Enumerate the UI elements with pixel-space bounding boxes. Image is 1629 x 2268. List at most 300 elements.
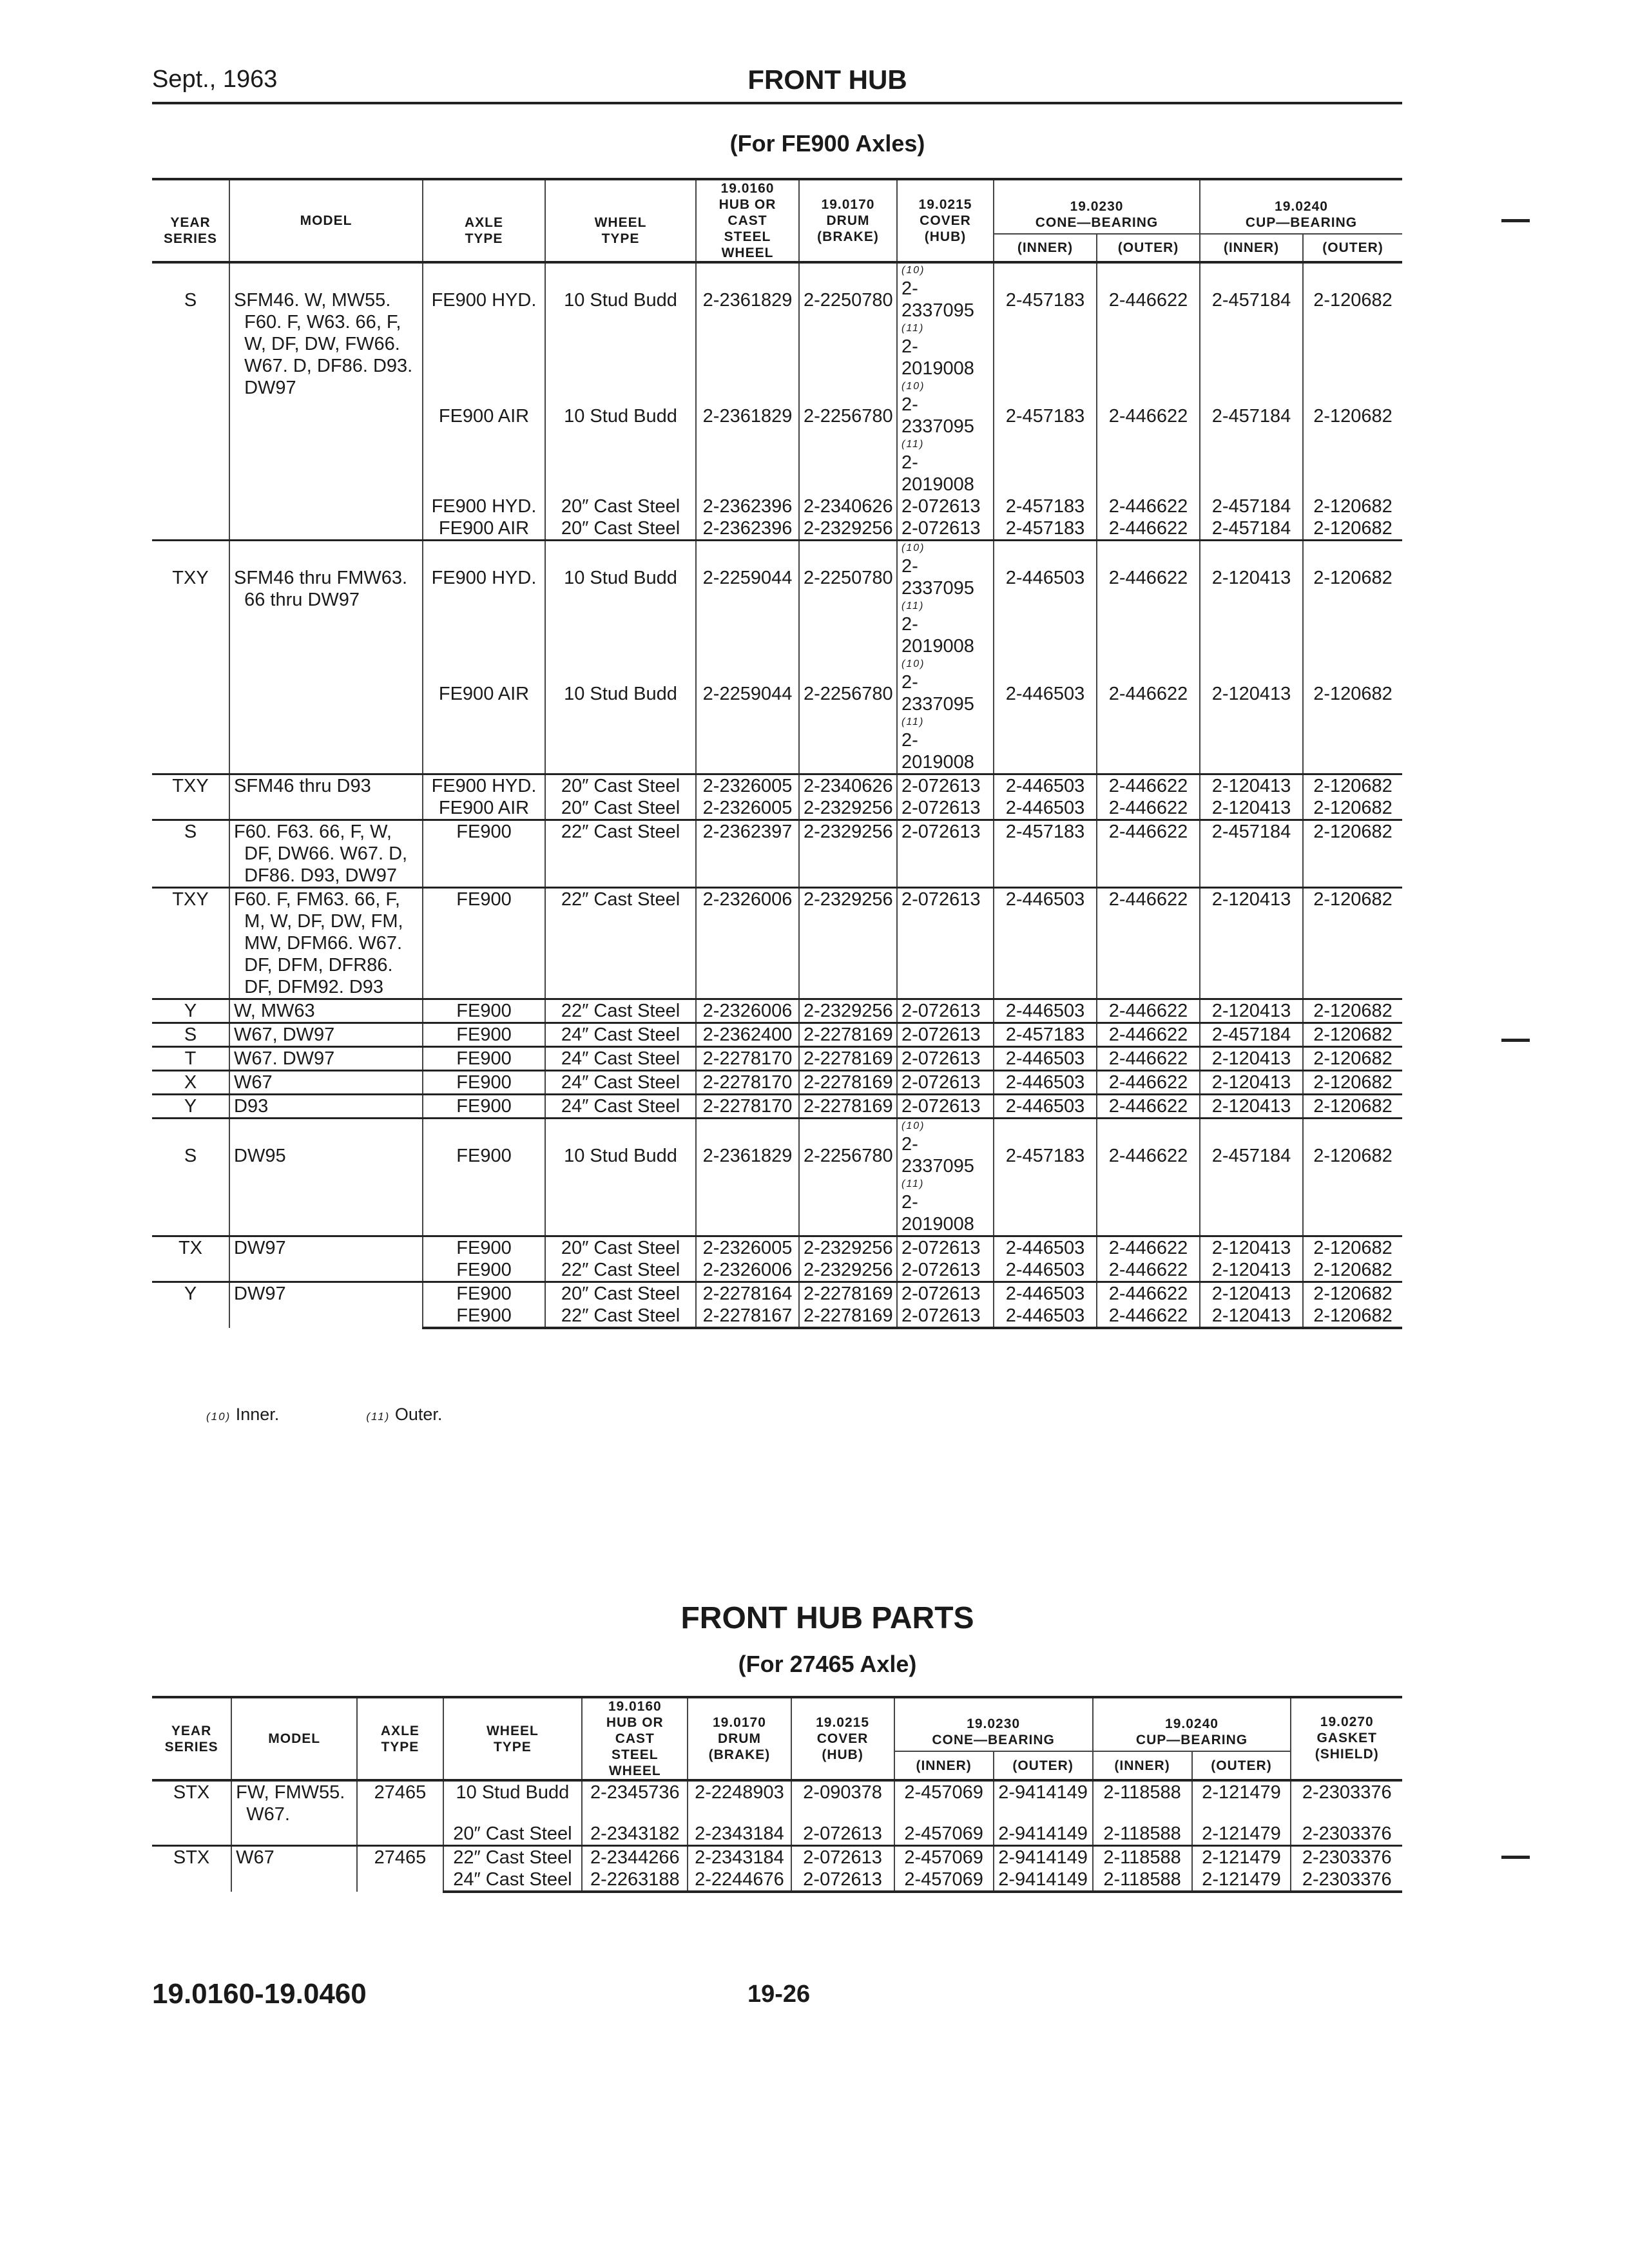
cell-cone-outer: 2-446622 xyxy=(1097,262,1200,380)
cell-hub: 2-2362400 xyxy=(696,1023,799,1047)
cell-gasket: 2-2303376 xyxy=(1291,1803,1402,1846)
cell-cup-outer: 2-120682 xyxy=(1303,1119,1402,1236)
cell-drum: 2-2340626 xyxy=(799,774,897,798)
cell-cone-outer: 2-446622 xyxy=(1097,1282,1200,1305)
cell-wheel-type: 22″ Cast Steel xyxy=(545,888,696,999)
cell-model: DW95 xyxy=(229,1119,423,1236)
cover-part-number: 2-072613 xyxy=(901,798,981,818)
page-number: 19-26 xyxy=(747,1981,811,2008)
cell-model: DW97 xyxy=(229,1282,423,1329)
cell-cover xyxy=(897,1095,994,1119)
cell-wheel-type: 22″ Cast Steel xyxy=(545,1259,696,1282)
cell-cone-inner: 2-446503 xyxy=(994,541,1097,658)
table-row xyxy=(152,774,1402,798)
cell-cup-outer: 2-121479 xyxy=(1192,1869,1291,1892)
cell-cup-inner: 2-120413 xyxy=(1200,1071,1303,1095)
cell-wheel-type: 22″ Cast Steel xyxy=(545,999,696,1023)
cover-part-number: 2-2337095 xyxy=(901,394,974,437)
cell-cone-outer: 2-446622 xyxy=(1097,517,1200,541)
cell-cup-inner: 2-118588 xyxy=(1093,1869,1192,1892)
cell-cup-inner: 2-120413 xyxy=(1200,999,1303,1023)
cell-hub: 2-2361829 xyxy=(696,380,799,495)
col-cup-bearing: 19.0240 CUP—BEARING xyxy=(1200,179,1402,234)
col-model: MODEL xyxy=(229,179,423,262)
cell-drum: 2-2250780 xyxy=(799,262,897,380)
cover-part-number: 2-072613 xyxy=(901,1072,981,1093)
footnote-mark-11: (11) xyxy=(366,1410,390,1423)
col2-cone-outer: (OUTER) xyxy=(994,1751,1093,1780)
table-row xyxy=(152,1846,1402,1869)
cell-axle-type: FE900 xyxy=(423,1259,545,1282)
cell-cup-inner: 2-457184 xyxy=(1200,495,1303,517)
cell-cup-inner: 2-457184 xyxy=(1200,1119,1303,1236)
table-row xyxy=(152,1780,1402,1803)
table-row xyxy=(152,1071,1402,1095)
front-hub-fe900-table xyxy=(152,178,1402,1329)
cell-wheel-type: 20″ Cast Steel xyxy=(545,1282,696,1305)
cover-part-number: 2-2019008 xyxy=(901,452,974,495)
cell-hub: 2-2278170 xyxy=(696,1047,799,1071)
cell-axle-type: FE900 HYD. xyxy=(423,541,545,658)
cell-year-series: S xyxy=(152,820,229,888)
cell-cone-inner: 2-446503 xyxy=(994,999,1097,1023)
cell-cup-outer: 2-120682 xyxy=(1303,797,1402,820)
cell-cone-inner: 2-457069 xyxy=(894,1846,994,1869)
footnote-ref: (11) xyxy=(901,601,925,611)
cell-wheel-type: 24″ Cast Steel xyxy=(545,1095,696,1119)
cell-cover xyxy=(897,797,994,820)
col-cup-outer: (OUTER) xyxy=(1303,234,1402,262)
cell-cup-inner: 2-457184 xyxy=(1200,262,1303,380)
cover-part-number: 2-072613 xyxy=(901,1024,981,1045)
cell-cone-outer: 2-446622 xyxy=(1097,1119,1200,1236)
cell-cone-outer: 2-446622 xyxy=(1097,1095,1200,1119)
cell-axle-type: FE900 AIR xyxy=(423,517,545,541)
cell-cone-outer: 2-446622 xyxy=(1097,888,1200,999)
cell-model: SFM46 thru FMW63. 66 thru DW97 xyxy=(229,541,423,774)
col-cover: 19.0215 COVER (HUB) xyxy=(897,179,994,262)
cell-cone-inner: 2-446503 xyxy=(994,1282,1097,1305)
cell-axle-type: FE900 AIR xyxy=(423,797,545,820)
cell-cone-inner: 2-457183 xyxy=(994,262,1097,380)
cell-cone-inner: 2-446503 xyxy=(994,1047,1097,1071)
cell-cone-inner: 2-446503 xyxy=(994,657,1097,774)
cell-hub: 2-2259044 xyxy=(696,657,799,774)
col2-cone-bearing: 19.0230 CONE—BEARING xyxy=(894,1697,1093,1751)
cell-cone-outer: 2-446622 xyxy=(1097,774,1200,798)
cell-model: W67 xyxy=(231,1846,357,1892)
cell-wheel-type: 20″ Cast Steel xyxy=(545,797,696,820)
cover-part-number: 2-2019008 xyxy=(901,730,974,773)
table2-subtitle: (For 27465 Axle) xyxy=(738,1651,917,1677)
cover-part-number: 2-072613 xyxy=(901,496,981,517)
cell-drum: 2-2329256 xyxy=(799,888,897,999)
cell-drum: 2-2329256 xyxy=(799,517,897,541)
cell-cup-outer: 2-120682 xyxy=(1303,657,1402,774)
cell-cone-outer: 2-9414149 xyxy=(994,1869,1093,1892)
cell-year-series: TXY xyxy=(152,774,229,820)
page-date: Sept., 1963 xyxy=(152,66,278,93)
cell-cup-outer: 2-120682 xyxy=(1303,820,1402,888)
cell-hub: 2-2263188 xyxy=(582,1869,688,1892)
cell-axle-type: FE900 HYD. xyxy=(423,262,545,380)
cell-drum: 2-2256780 xyxy=(799,1119,897,1236)
cell-cover xyxy=(897,999,994,1023)
col-hub: 19.0160 HUB OR CAST STEEL WHEEL xyxy=(696,179,799,262)
table-row xyxy=(152,1236,1402,1260)
cell-model: D93 xyxy=(229,1095,423,1119)
cell-wheel-type: 24″ Cast Steel xyxy=(545,1023,696,1047)
cover-part-number: 2-072613 xyxy=(901,1283,981,1304)
cell-hub: 2-2361829 xyxy=(696,1119,799,1236)
cell-drum: 2-2248903 xyxy=(688,1780,791,1803)
cover-part-number: 2-072613 xyxy=(901,1048,981,1069)
cell-year-series: X xyxy=(152,1071,229,1095)
cover-part-number: 2-2019008 xyxy=(901,1192,974,1235)
col-drum: 19.0170 DRUM (BRAKE) xyxy=(799,179,897,262)
cell-cone-inner: 2-446503 xyxy=(994,1259,1097,1282)
cell-axle-type: FE900 HYD. xyxy=(423,774,545,798)
cell-hub: 2-2326006 xyxy=(696,999,799,1023)
margin-mark xyxy=(1501,219,1530,222)
table1-subtitle: (For FE900 Axles) xyxy=(729,130,925,157)
cell-cone-inner: 2-446503 xyxy=(994,1305,1097,1328)
cover-part-number: 2-072613 xyxy=(901,822,981,842)
cell-wheel-type: 10 Stud Budd xyxy=(545,657,696,774)
col2-cup-outer: (OUTER) xyxy=(1192,1751,1291,1780)
footnote-ref: (11) xyxy=(901,439,925,450)
cell-axle-type: FE900 xyxy=(423,1236,545,1260)
cell-model: F60. F, FM63. 66, F, M, W, DF, DW, FM, MW, DFM66. W67. DF, DFM, DFR86. DF, DFM92. D93 xyxy=(229,888,423,999)
cell-cup-inner: 2-457184 xyxy=(1200,517,1303,541)
cover-part-number: 2-2019008 xyxy=(901,614,974,657)
cell-axle-type: FE900 xyxy=(423,820,545,888)
cell-cover: 2-090378 xyxy=(791,1780,894,1803)
page-title: FRONT HUB xyxy=(747,64,907,95)
cell-axle-type: FE900 xyxy=(423,1095,545,1119)
cell-cone-inner: 2-446503 xyxy=(994,1236,1097,1260)
cell-hub: 2-2278170 xyxy=(696,1071,799,1095)
cell-cup-outer: 2-120682 xyxy=(1303,1259,1402,1282)
cell-wheel-type: 20″ Cast Steel xyxy=(545,774,696,798)
col-wheel-type: WHEEL TYPE xyxy=(545,179,696,262)
cell-cover: 2-072613 xyxy=(791,1869,894,1892)
col-cone-inner: (INNER) xyxy=(994,234,1097,262)
cover-part-number: 2-072613 xyxy=(901,1001,981,1021)
cell-wheel-type: 10 Stud Budd xyxy=(545,262,696,380)
cell-year-series: TX xyxy=(152,1236,229,1282)
cell-cup-inner: 2-457184 xyxy=(1200,380,1303,495)
cell-gasket: 2-2303376 xyxy=(1291,1846,1402,1869)
cell-drum: 2-2329256 xyxy=(799,1236,897,1260)
cell-cone-outer: 2-446622 xyxy=(1097,541,1200,658)
cell-hub: 2-2259044 xyxy=(696,541,799,658)
footnotes xyxy=(206,1405,442,1425)
col2-cone-inner: (INNER) xyxy=(894,1751,994,1780)
col2-year-series: YEAR SERIES xyxy=(152,1697,231,1780)
cell-cover: 2-072613 xyxy=(791,1846,894,1869)
cell-cover xyxy=(897,888,994,999)
cell-axle-type: FE900 xyxy=(423,1047,545,1071)
cell-cover xyxy=(897,262,994,380)
cell-drum: 2-2278169 xyxy=(799,1071,897,1095)
cell-cover xyxy=(897,1305,994,1328)
cell-model: DW97 xyxy=(229,1236,423,1282)
col2-cover: 19.0215 COVER (HUB) xyxy=(791,1697,894,1780)
cell-cup-outer: 2-120682 xyxy=(1303,262,1402,380)
cell-axle-type: FE900 xyxy=(423,1305,545,1328)
table-row xyxy=(152,1047,1402,1071)
col-year-series: YEAR SERIES xyxy=(152,179,229,262)
cell-cup-inner: 2-120413 xyxy=(1200,1236,1303,1260)
cell-hub: 2-2343182 xyxy=(582,1803,688,1846)
cover-part-number: 2-2337095 xyxy=(901,672,974,715)
col2-axle-type: AXLE TYPE xyxy=(357,1697,443,1780)
cell-drum: 2-2329256 xyxy=(799,1259,897,1282)
margin-mark xyxy=(1501,1039,1530,1042)
table-row xyxy=(152,888,1402,999)
cell-drum: 2-2278169 xyxy=(799,1282,897,1305)
footnote-ref: (10) xyxy=(901,543,925,553)
cell-drum: 2-2256780 xyxy=(799,380,897,495)
cell-cone-inner: 2-457183 xyxy=(994,820,1097,888)
cell-cup-outer: 2-120682 xyxy=(1303,380,1402,495)
cell-cup-inner: 2-118588 xyxy=(1093,1803,1192,1846)
cell-hub: 2-2362396 xyxy=(696,517,799,541)
cell-cup-outer: 2-120682 xyxy=(1303,517,1402,541)
cell-cone-inner: 2-457183 xyxy=(994,380,1097,495)
cell-axle-type: FE900 xyxy=(423,1282,545,1305)
cell-cone-inner: 2-457069 xyxy=(894,1780,994,1803)
cell-cover xyxy=(897,774,994,798)
col2-cup-inner: (INNER) xyxy=(1093,1751,1192,1780)
cell-cone-outer: 2-446622 xyxy=(1097,1305,1200,1328)
cell-axle-type: FE900 AIR xyxy=(423,657,545,774)
cell-cone-outer: 2-446622 xyxy=(1097,1047,1200,1071)
table-row xyxy=(152,1282,1402,1305)
col-cone-outer: (OUTER) xyxy=(1097,234,1200,262)
cell-year-series: TXY xyxy=(152,541,229,774)
footnote-ref: (10) xyxy=(901,1120,925,1131)
cell-cone-inner: 2-457183 xyxy=(994,1023,1097,1047)
cell-cup-outer: 2-120682 xyxy=(1303,1236,1402,1260)
front-hub-parts-27465-table xyxy=(152,1696,1402,1893)
cell-cup-outer: 2-120682 xyxy=(1303,1047,1402,1071)
cell-cup-inner: 2-457184 xyxy=(1200,1023,1303,1047)
cell-cone-inner: 2-446503 xyxy=(994,1095,1097,1119)
col2-drum: 19.0170 DRUM (BRAKE) xyxy=(688,1697,791,1780)
table-row xyxy=(152,1095,1402,1119)
cell-cup-outer: 2-120682 xyxy=(1303,1023,1402,1047)
cell-drum: 2-2244676 xyxy=(688,1869,791,1892)
cell-wheel-type: 22″ Cast Steel xyxy=(443,1846,583,1869)
footnote-mark-10: (10) xyxy=(206,1410,231,1423)
cell-cup-outer: 2-121479 xyxy=(1192,1846,1291,1869)
cell-year-series: Y xyxy=(152,1282,229,1329)
cell-drum: 2-2256780 xyxy=(799,657,897,774)
cell-drum: 2-2278169 xyxy=(799,1305,897,1328)
cell-cup-inner: 2-457184 xyxy=(1200,820,1303,888)
cell-cone-outer: 2-446622 xyxy=(1097,380,1200,495)
cell-cone-outer: 2-9414149 xyxy=(994,1780,1093,1803)
cell-axle-type: 27465 xyxy=(357,1846,443,1892)
cell-wheel-type: 20″ Cast Steel xyxy=(443,1803,583,1846)
cell-drum: 2-2250780 xyxy=(799,541,897,658)
cell-axle-type: FE900 xyxy=(423,1071,545,1095)
table-row xyxy=(152,1119,1402,1236)
col-cone-bearing: 19.0230 CONE—BEARING xyxy=(994,179,1200,234)
cover-part-number: 2-2337095 xyxy=(901,278,974,321)
cell-axle-type: FE900 xyxy=(423,1119,545,1236)
cell-cover: 2-072613 xyxy=(791,1803,894,1846)
cell-cup-outer: 2-121479 xyxy=(1192,1803,1291,1846)
cell-cup-outer: 2-120682 xyxy=(1303,1071,1402,1095)
col-axle-type: AXLE TYPE xyxy=(423,179,545,262)
cell-cone-outer: 2-446622 xyxy=(1097,1023,1200,1047)
cell-cover xyxy=(897,1023,994,1047)
cell-cover xyxy=(897,495,994,517)
cell-cone-outer: 2-9414149 xyxy=(994,1846,1093,1869)
table-row xyxy=(152,541,1402,658)
cover-part-number: 2-072613 xyxy=(901,1096,981,1117)
col2-wheel-type: WHEEL TYPE xyxy=(443,1697,583,1780)
footnote-ref: (10) xyxy=(901,381,925,392)
cell-hub: 2-2361829 xyxy=(696,262,799,380)
cell-cup-inner: 2-120413 xyxy=(1200,797,1303,820)
cell-cone-outer: 2-446622 xyxy=(1097,495,1200,517)
margin-mark xyxy=(1501,1856,1530,1859)
cell-cup-inner: 2-120413 xyxy=(1200,1047,1303,1071)
cell-drum: 2-2343184 xyxy=(688,1803,791,1846)
cell-wheel-type: 10 Stud Budd xyxy=(545,541,696,658)
cell-hub: 2-2278167 xyxy=(696,1305,799,1328)
cell-cone-inner: 2-446503 xyxy=(994,888,1097,999)
cell-drum: 2-2329256 xyxy=(799,999,897,1023)
footnote-ref: (10) xyxy=(901,658,925,669)
cell-cone-outer: 2-446622 xyxy=(1097,999,1200,1023)
cell-hub: 2-2326006 xyxy=(696,1259,799,1282)
cell-cover xyxy=(897,380,994,495)
cell-cup-outer: 2-120682 xyxy=(1303,495,1402,517)
cell-cone-outer: 2-446622 xyxy=(1097,1259,1200,1282)
cell-hub: 2-2362396 xyxy=(696,495,799,517)
cell-cover xyxy=(897,1119,994,1236)
cell-hub: 2-2326006 xyxy=(696,888,799,999)
cell-cover xyxy=(897,517,994,541)
footnote-text-11: Outer. xyxy=(394,1405,443,1424)
cell-cover xyxy=(897,1236,994,1260)
cell-hub: 2-2278164 xyxy=(696,1282,799,1305)
table-row xyxy=(152,999,1402,1023)
footnote-ref: (11) xyxy=(901,323,925,334)
cell-cup-outer: 2-121479 xyxy=(1192,1780,1291,1803)
cell-gasket: 2-2303376 xyxy=(1291,1780,1402,1803)
cover-part-number: 2-2019008 xyxy=(901,336,974,379)
cell-cup-outer: 2-120682 xyxy=(1303,541,1402,658)
cell-wheel-type: 20″ Cast Steel xyxy=(545,1236,696,1260)
cell-cup-outer: 2-120682 xyxy=(1303,1095,1402,1119)
cell-cover xyxy=(897,1259,994,1282)
cell-hub: 2-2345736 xyxy=(582,1780,688,1803)
footnote-ref: (11) xyxy=(901,1178,925,1189)
cell-drum: 2-2278169 xyxy=(799,1047,897,1071)
cell-drum: 2-2329256 xyxy=(799,820,897,888)
cell-cup-inner: 2-120413 xyxy=(1200,657,1303,774)
cell-cover xyxy=(897,1282,994,1305)
cell-cone-inner: 2-446503 xyxy=(994,774,1097,798)
cover-part-number: 2-072613 xyxy=(901,1260,981,1280)
cell-axle-type: FE900 xyxy=(423,1023,545,1047)
cell-wheel-type: 20″ Cast Steel xyxy=(545,495,696,517)
cell-axle-type: FE900 xyxy=(423,888,545,999)
cell-gasket: 2-2303376 xyxy=(1291,1869,1402,1892)
col2-model: MODEL xyxy=(231,1697,357,1780)
cell-model: SFM46 thru D93 xyxy=(229,774,423,820)
cell-model: SFM46. W, MW55. F60. F, W63. 66, F, W, DF, DW, FW66. W67. D, DF86. D93. DW97 xyxy=(229,262,423,541)
cell-cup-outer: 2-120682 xyxy=(1303,774,1402,798)
cell-cover xyxy=(897,541,994,658)
cell-cone-outer: 2-446622 xyxy=(1097,1236,1200,1260)
cell-cone-outer: 2-446622 xyxy=(1097,820,1200,888)
cell-cup-inner: 2-118588 xyxy=(1093,1846,1192,1869)
cell-wheel-type: 10 Stud Budd xyxy=(443,1780,583,1803)
cell-cover xyxy=(897,820,994,888)
cover-part-number: 2-072613 xyxy=(901,1305,981,1326)
cover-part-number: 2-2337095 xyxy=(901,1134,974,1177)
cell-year-series: S xyxy=(152,1119,229,1236)
cell-year-series: Y xyxy=(152,1095,229,1119)
cell-axle-type: FE900 xyxy=(423,999,545,1023)
cell-model: W67. DW97 xyxy=(229,1047,423,1071)
cover-part-number: 2-2337095 xyxy=(901,556,974,599)
cell-model: W, MW63 xyxy=(229,999,423,1023)
cell-cover xyxy=(897,657,994,774)
cell-cone-outer: 2-446622 xyxy=(1097,1071,1200,1095)
col2-hub: 19.0160 HUB OR CAST STEEL WHEEL xyxy=(582,1697,688,1780)
cell-cone-outer: 2-446622 xyxy=(1097,657,1200,774)
cell-wheel-type: 10 Stud Budd xyxy=(545,1119,696,1236)
cell-year-series: STX xyxy=(152,1780,231,1846)
cell-cone-inner: 2-457183 xyxy=(994,517,1097,541)
footnote-ref: (10) xyxy=(901,265,925,276)
cell-cone-inner: 2-457183 xyxy=(994,495,1097,517)
cell-cup-inner: 2-120413 xyxy=(1200,1095,1303,1119)
cell-year-series: STX xyxy=(152,1846,231,1892)
cell-cup-outer: 2-120682 xyxy=(1303,1282,1402,1305)
cell-hub: 2-2326005 xyxy=(696,774,799,798)
cell-cone-inner: 2-446503 xyxy=(994,797,1097,820)
table2-title: FRONT HUB PARTS xyxy=(680,1601,974,1635)
cell-drum: 2-2343184 xyxy=(688,1846,791,1869)
cell-wheel-type: 22″ Cast Steel xyxy=(545,820,696,888)
footnote-ref: (11) xyxy=(901,716,925,727)
cell-cone-inner: 2-446503 xyxy=(994,1071,1097,1095)
cell-wheel-type: 24″ Cast Steel xyxy=(443,1869,583,1892)
cell-cone-inner: 2-457069 xyxy=(894,1869,994,1892)
col-cup-inner: (INNER) xyxy=(1200,234,1303,262)
table-row xyxy=(152,262,1402,380)
cell-cone-outer: 2-9414149 xyxy=(994,1803,1093,1846)
header-rule xyxy=(152,102,1402,104)
cell-cone-inner: 2-457183 xyxy=(994,1119,1097,1236)
cell-drum: 2-2340626 xyxy=(799,495,897,517)
footer-section-range: 19.0160-19.0460 xyxy=(152,1978,367,2010)
cell-model: F60. F63. 66, F, W, DF, DW66. W67. D, DF86. D93, DW97 xyxy=(229,820,423,888)
cell-cup-outer: 2-120682 xyxy=(1303,999,1402,1023)
cell-wheel-type: 20″ Cast Steel xyxy=(545,517,696,541)
cell-hub: 2-2326005 xyxy=(696,1236,799,1260)
cell-cup-inner: 2-120413 xyxy=(1200,1305,1303,1328)
